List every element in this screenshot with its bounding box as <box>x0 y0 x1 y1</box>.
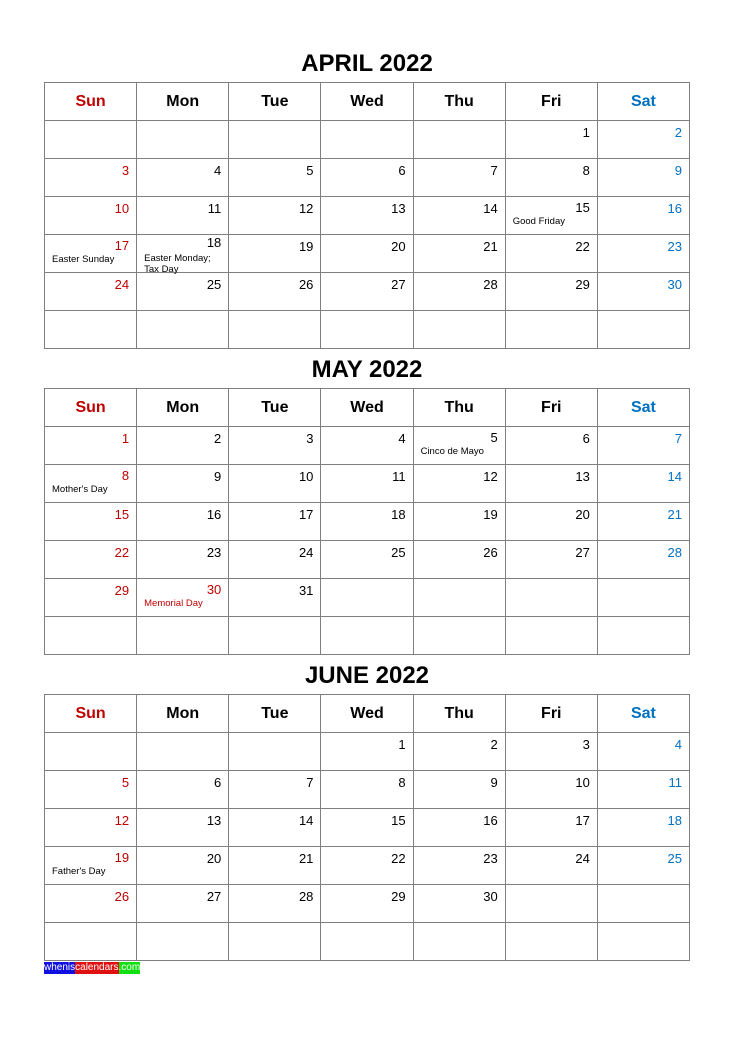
day-cell <box>229 197 321 235</box>
day-number: 5 <box>306 163 314 178</box>
week-row <box>45 771 690 809</box>
day-number: 28 <box>483 277 498 292</box>
weekday-header: Sat <box>597 695 689 733</box>
day-number: 8 <box>121 468 130 483</box>
week-row <box>45 847 690 885</box>
day-number: 12 <box>483 469 498 484</box>
day-cell <box>137 579 229 617</box>
day-number: 22 <box>391 851 406 866</box>
day-cell <box>45 503 137 541</box>
day-cell <box>505 617 597 655</box>
day-cell <box>137 235 229 273</box>
day-number: 7 <box>490 163 498 178</box>
day-cell <box>45 885 137 923</box>
day-cell <box>597 503 689 541</box>
day-cell <box>229 273 321 311</box>
day-cell <box>229 579 321 617</box>
month-grid <box>44 388 690 655</box>
day-cell <box>597 733 689 771</box>
day-cell <box>597 885 689 923</box>
day-cell <box>45 733 137 771</box>
day-number: 23 <box>206 545 222 560</box>
day-cell <box>597 235 689 273</box>
watermark-footer <box>44 962 140 974</box>
day-cell <box>45 847 137 885</box>
day-cell <box>45 579 137 617</box>
weekday-header: Tue <box>229 83 321 121</box>
day-cell <box>45 771 137 809</box>
day-number: 17 <box>114 238 130 253</box>
day-number: 12 <box>114 813 130 828</box>
week-row <box>45 503 690 541</box>
day-number: 15 <box>575 200 590 215</box>
day-cell <box>597 311 689 349</box>
watermark-part: .com <box>118 962 141 973</box>
day-cell <box>505 159 597 197</box>
day-cell <box>45 235 137 273</box>
month-title: APRIL 2022 <box>301 50 433 77</box>
day-cell <box>505 197 597 235</box>
week-row <box>45 235 690 273</box>
day-cell <box>413 121 505 159</box>
day-cell <box>505 503 597 541</box>
day-number: 28 <box>298 889 314 904</box>
day-cell <box>505 273 597 311</box>
day-cell <box>597 847 689 885</box>
day-cell <box>45 809 137 847</box>
day-cell <box>413 197 505 235</box>
day-number: 16 <box>206 507 222 522</box>
day-number: 6 <box>214 775 222 790</box>
day-cell <box>413 771 505 809</box>
day-cell <box>413 733 505 771</box>
day-cell <box>229 427 321 465</box>
day-cell <box>505 579 597 617</box>
day-cell <box>505 733 597 771</box>
day-number: 21 <box>483 239 498 254</box>
day-cell <box>413 427 505 465</box>
holiday-label: Easter Monday; Tax Day <box>144 253 211 275</box>
day-number: 3 <box>582 737 590 752</box>
day-cell <box>229 235 321 273</box>
day-cell <box>321 311 413 349</box>
weekday-header: Fri <box>505 389 597 427</box>
day-cell <box>505 465 597 503</box>
day-number: 14 <box>483 201 498 216</box>
day-cell <box>321 273 413 311</box>
day-cell <box>229 541 321 579</box>
day-cell <box>597 809 689 847</box>
day-number: 18 <box>667 813 682 828</box>
day-cell <box>505 809 597 847</box>
day-cell <box>413 273 505 311</box>
day-number: 23 <box>667 239 682 254</box>
day-number: 7 <box>674 431 682 446</box>
day-number: 26 <box>114 889 130 904</box>
day-cell <box>505 847 597 885</box>
day-cell <box>505 541 597 579</box>
day-cell <box>229 121 321 159</box>
day-number: 30 <box>206 582 222 597</box>
day-cell <box>505 427 597 465</box>
weekday-header: Fri <box>505 695 597 733</box>
day-cell <box>413 235 505 273</box>
weekday-header: Thu <box>413 389 505 427</box>
week-row <box>45 579 690 617</box>
day-cell <box>321 465 413 503</box>
day-cell <box>321 733 413 771</box>
week-row <box>45 809 690 847</box>
day-number: 10 <box>114 201 130 216</box>
day-cell <box>505 885 597 923</box>
day-number: 24 <box>298 545 314 560</box>
day-number: 19 <box>114 850 130 865</box>
day-number: 6 <box>398 163 406 178</box>
day-cell <box>413 541 505 579</box>
day-number: 12 <box>298 201 314 216</box>
day-number: 19 <box>483 507 498 522</box>
month-grid <box>44 82 690 349</box>
day-cell <box>45 121 137 159</box>
day-cell <box>137 923 229 961</box>
day-cell <box>597 159 689 197</box>
day-cell <box>597 121 689 159</box>
day-cell <box>321 847 413 885</box>
week-row <box>45 733 690 771</box>
day-cell <box>321 121 413 159</box>
day-number: 5 <box>121 775 130 790</box>
day-cell <box>413 579 505 617</box>
day-number: 5 <box>490 430 498 445</box>
week-row <box>45 159 690 197</box>
day-cell <box>413 503 505 541</box>
holiday-label: Easter Sunday <box>52 254 115 265</box>
day-number: 13 <box>575 469 590 484</box>
weekday-header: Thu <box>413 83 505 121</box>
day-number: 14 <box>667 469 682 484</box>
day-number: 25 <box>206 277 222 292</box>
day-cell <box>229 617 321 655</box>
day-cell <box>45 427 137 465</box>
weekday-header: Sun <box>45 83 137 121</box>
day-number: 28 <box>667 545 682 560</box>
day-cell <box>137 273 229 311</box>
day-cell <box>413 159 505 197</box>
day-cell <box>505 235 597 273</box>
day-number: 2 <box>214 431 222 446</box>
day-number: 7 <box>306 775 314 790</box>
day-cell <box>413 885 505 923</box>
day-number: 21 <box>667 507 682 522</box>
weekday-header-row <box>45 83 690 121</box>
day-cell <box>597 465 689 503</box>
weekday-header-row <box>45 695 690 733</box>
watermark-part: calendars <box>75 962 119 973</box>
day-number: 1 <box>398 737 406 752</box>
day-number: 3 <box>306 431 314 446</box>
day-number: 11 <box>392 469 406 484</box>
day-cell <box>137 733 229 771</box>
day-cell <box>137 159 229 197</box>
day-number: 27 <box>206 889 222 904</box>
day-cell <box>413 809 505 847</box>
day-number: 31 <box>298 583 314 598</box>
holiday-label: Father's Day <box>52 866 106 877</box>
day-cell <box>229 885 321 923</box>
day-cell <box>137 427 229 465</box>
day-cell <box>321 809 413 847</box>
week-row <box>45 197 690 235</box>
day-cell <box>229 809 321 847</box>
day-cell <box>597 541 689 579</box>
day-number: 18 <box>206 235 222 250</box>
day-number: 26 <box>483 545 498 560</box>
day-cell <box>45 617 137 655</box>
day-number: 11 <box>668 775 682 790</box>
day-cell <box>597 617 689 655</box>
day-number: 11 <box>207 201 222 216</box>
day-cell <box>45 159 137 197</box>
day-number: 6 <box>582 431 590 446</box>
weekday-header: Sun <box>45 389 137 427</box>
day-cell <box>413 847 505 885</box>
day-number: 27 <box>575 545 590 560</box>
holiday-label: Good Friday <box>512 216 565 227</box>
weekday-header: Wed <box>321 695 413 733</box>
day-cell <box>597 771 689 809</box>
day-number: 29 <box>391 889 406 904</box>
day-cell <box>137 847 229 885</box>
day-cell <box>321 503 413 541</box>
day-cell <box>229 847 321 885</box>
watermark-part: whenis <box>44 962 76 973</box>
holiday-label: Cinco de Mayo <box>420 446 484 457</box>
day-number: 22 <box>575 239 590 254</box>
week-row <box>45 273 690 311</box>
day-cell <box>137 809 229 847</box>
day-cell <box>505 311 597 349</box>
day-cell <box>505 771 597 809</box>
day-number: 14 <box>298 813 314 828</box>
day-number: 15 <box>114 507 130 522</box>
day-cell <box>45 273 137 311</box>
day-cell <box>413 311 505 349</box>
day-number: 22 <box>114 545 130 560</box>
day-number: 29 <box>575 277 590 292</box>
week-row <box>45 311 690 349</box>
day-cell <box>137 541 229 579</box>
day-cell <box>229 159 321 197</box>
day-number: 27 <box>391 277 406 292</box>
day-cell <box>597 273 689 311</box>
weekday-header: Fri <box>505 83 597 121</box>
day-cell <box>137 771 229 809</box>
day-cell <box>45 197 137 235</box>
day-number: 26 <box>298 277 314 292</box>
day-number: 17 <box>298 507 314 522</box>
month-title: JUNE 2022 <box>304 662 430 689</box>
day-number: 8 <box>398 775 406 790</box>
day-cell <box>321 617 413 655</box>
day-number: 15 <box>391 813 406 828</box>
day-cell <box>321 579 413 617</box>
day-cell <box>137 197 229 235</box>
day-number: 4 <box>214 163 222 178</box>
week-row <box>45 923 690 961</box>
day-cell <box>229 465 321 503</box>
day-cell <box>505 923 597 961</box>
day-number: 13 <box>391 201 406 216</box>
day-number: 9 <box>674 163 682 178</box>
day-number: 4 <box>674 737 682 752</box>
day-cell <box>45 465 137 503</box>
day-number: 24 <box>114 277 130 292</box>
day-cell <box>137 121 229 159</box>
weekday-header: Sat <box>597 389 689 427</box>
day-number: 19 <box>298 239 314 254</box>
day-cell <box>321 197 413 235</box>
week-row <box>45 427 690 465</box>
day-cell <box>321 235 413 273</box>
day-number: 21 <box>298 851 314 866</box>
holiday-label: Memorial Day <box>144 598 203 609</box>
week-row <box>45 121 690 159</box>
day-number: 25 <box>667 851 682 866</box>
weekday-header-row <box>45 389 690 427</box>
day-cell <box>229 771 321 809</box>
weekday-header: Tue <box>229 389 321 427</box>
day-number: 20 <box>391 239 406 254</box>
day-number: 29 <box>114 583 130 598</box>
day-cell <box>229 923 321 961</box>
week-row <box>45 541 690 579</box>
day-cell <box>321 923 413 961</box>
day-cell <box>597 923 689 961</box>
day-number: 25 <box>391 545 406 560</box>
day-number: 2 <box>490 737 498 752</box>
week-row <box>45 885 690 923</box>
day-cell <box>413 923 505 961</box>
day-cell <box>321 541 413 579</box>
day-number: 13 <box>206 813 222 828</box>
weekday-header: Thu <box>413 695 505 733</box>
day-number: 1 <box>582 125 590 140</box>
day-number: 18 <box>391 507 406 522</box>
weekday-header: Mon <box>137 695 229 733</box>
day-cell <box>45 311 137 349</box>
weekday-header: Mon <box>137 389 229 427</box>
weekday-header: Tue <box>229 695 321 733</box>
weekday-header: Sun <box>45 695 137 733</box>
day-number: 3 <box>121 163 130 178</box>
day-cell <box>597 427 689 465</box>
weekday-header: Mon <box>137 83 229 121</box>
weekday-header: Sat <box>597 83 689 121</box>
day-number: 30 <box>667 277 682 292</box>
day-number: 23 <box>483 851 498 866</box>
day-number: 8 <box>582 163 590 178</box>
day-number: 20 <box>206 851 222 866</box>
month-grid <box>44 694 690 961</box>
day-cell <box>597 197 689 235</box>
day-cell <box>229 311 321 349</box>
day-cell <box>45 541 137 579</box>
holiday-label: Mother's Day <box>52 484 108 495</box>
day-cell <box>229 503 321 541</box>
day-cell <box>413 617 505 655</box>
day-number: 10 <box>575 775 590 790</box>
day-cell <box>321 885 413 923</box>
day-cell <box>137 465 229 503</box>
day-cell <box>137 617 229 655</box>
day-cell <box>505 121 597 159</box>
day-number: 2 <box>674 125 682 140</box>
day-number: 16 <box>483 813 498 828</box>
day-cell <box>321 771 413 809</box>
day-number: 10 <box>298 469 314 484</box>
month-title: MAY 2022 <box>311 356 423 383</box>
day-cell <box>137 311 229 349</box>
week-row <box>45 617 690 655</box>
day-number: 20 <box>575 507 590 522</box>
day-cell <box>45 923 137 961</box>
day-cell <box>413 465 505 503</box>
day-number: 30 <box>483 889 498 904</box>
day-cell <box>137 885 229 923</box>
day-cell <box>229 733 321 771</box>
day-number: 9 <box>490 775 498 790</box>
day-cell <box>321 427 413 465</box>
day-number: 16 <box>667 201 682 216</box>
day-number: 17 <box>575 813 590 828</box>
day-number: 1 <box>121 431 130 446</box>
day-number: 4 <box>398 431 406 446</box>
day-number: 24 <box>575 851 590 866</box>
day-cell <box>597 579 689 617</box>
week-row <box>45 465 690 503</box>
weekday-header: Wed <box>321 389 413 427</box>
weekday-header: Wed <box>321 83 413 121</box>
day-cell <box>321 159 413 197</box>
day-number: 9 <box>214 469 222 484</box>
day-cell <box>137 503 229 541</box>
